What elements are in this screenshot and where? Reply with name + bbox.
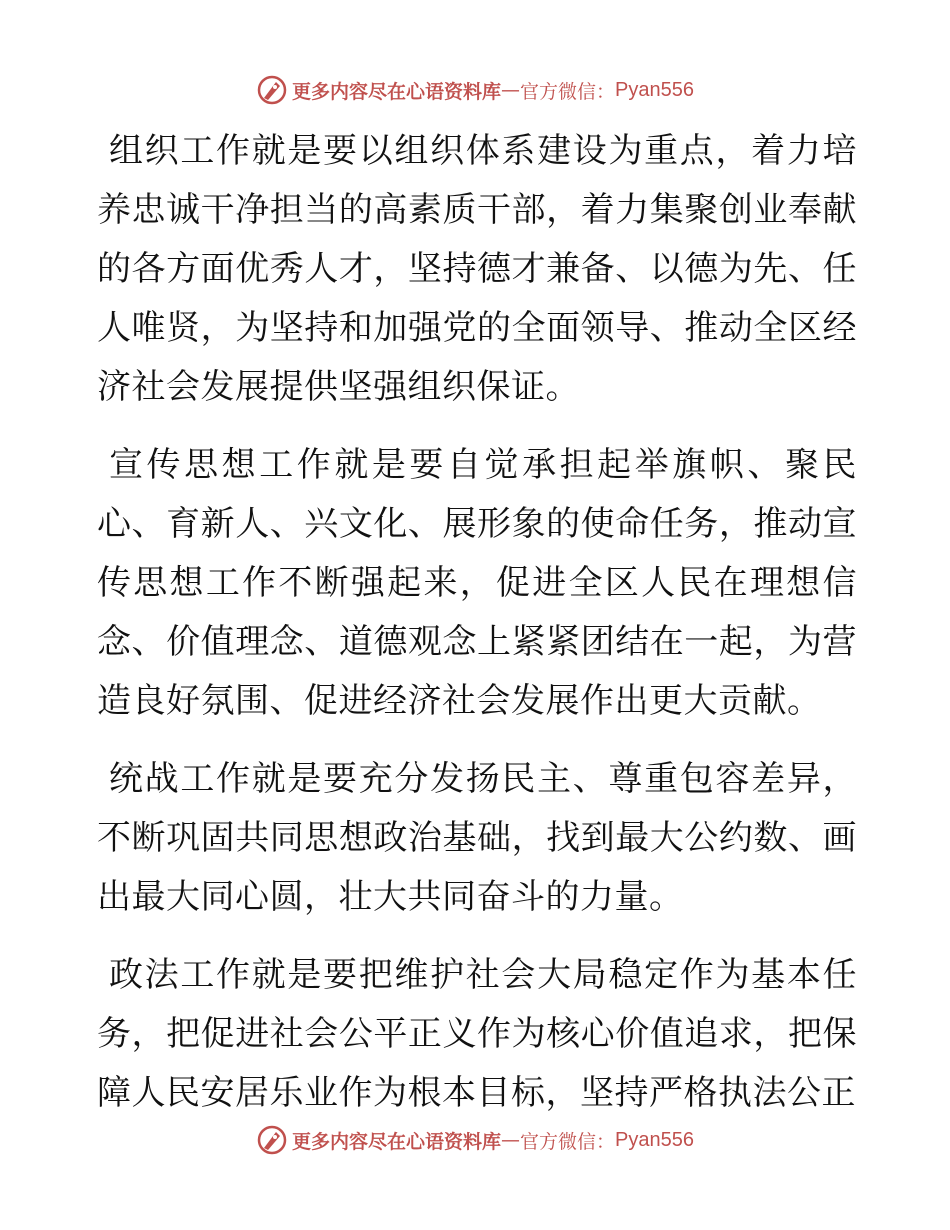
paragraph-united-front: 统战工作就是要充分发扬民主、尊重包容差异，不断巩固共同思想政治基础，找到最大公约数、画出最大同心圆，壮大共同奋斗的力量。 [97,759,857,917]
footer-site-text: 更多内容尽在心语资料库 [292,1130,502,1153]
paragraph-propaganda: 宣传思想工作就是要自觉承担起举旗帜、聚民心、育新人、兴文化、展形象的使命任务，推动宣传思想工作不断强起来，促进全区人民在理想信念、价值理念、道德观念上紧紧团结在一起，为营造良好氛围、促进经济社会发展作出更大贡献。 [97,445,857,721]
pen-nib-logo-icon [256,1124,288,1156]
pen-nib-logo-icon [256,74,288,106]
header-wechat-id: Pyan556 [615,78,694,101]
paragraph-political-legal: 政法工作就是要把维护社会大局稳定作为基本任务，把促进社会公平正义作为核心价值追求，把保障人民安居乐业作为根本目标，坚持严格执法公正 [97,955,857,1113]
header-separator: — [501,79,521,101]
footer-wechat-id: Pyan556 [615,1128,694,1151]
footer-wechat-label: 官方微信： [520,1130,616,1153]
footer-separator: — [501,1129,521,1151]
paragraph-organization: 组织工作就是要以组织体系建设为重点，着力培养忠诚干净担当的高素质干部，着力集聚创业奉献的各方面优秀人才，坚持德才兼备、以德为先、任人唯贤，为坚持和加强党的全面领导、推动全区经济社会发展提供坚强组织保证。 [97,131,857,407]
footer-watermark [0,1120,950,1160]
header-wechat-label: 官方微信： [520,80,616,103]
header-watermark [0,70,950,110]
document-body [97,122,857,1142]
header-site-text: 更多内容尽在心语资料库 [292,80,502,103]
